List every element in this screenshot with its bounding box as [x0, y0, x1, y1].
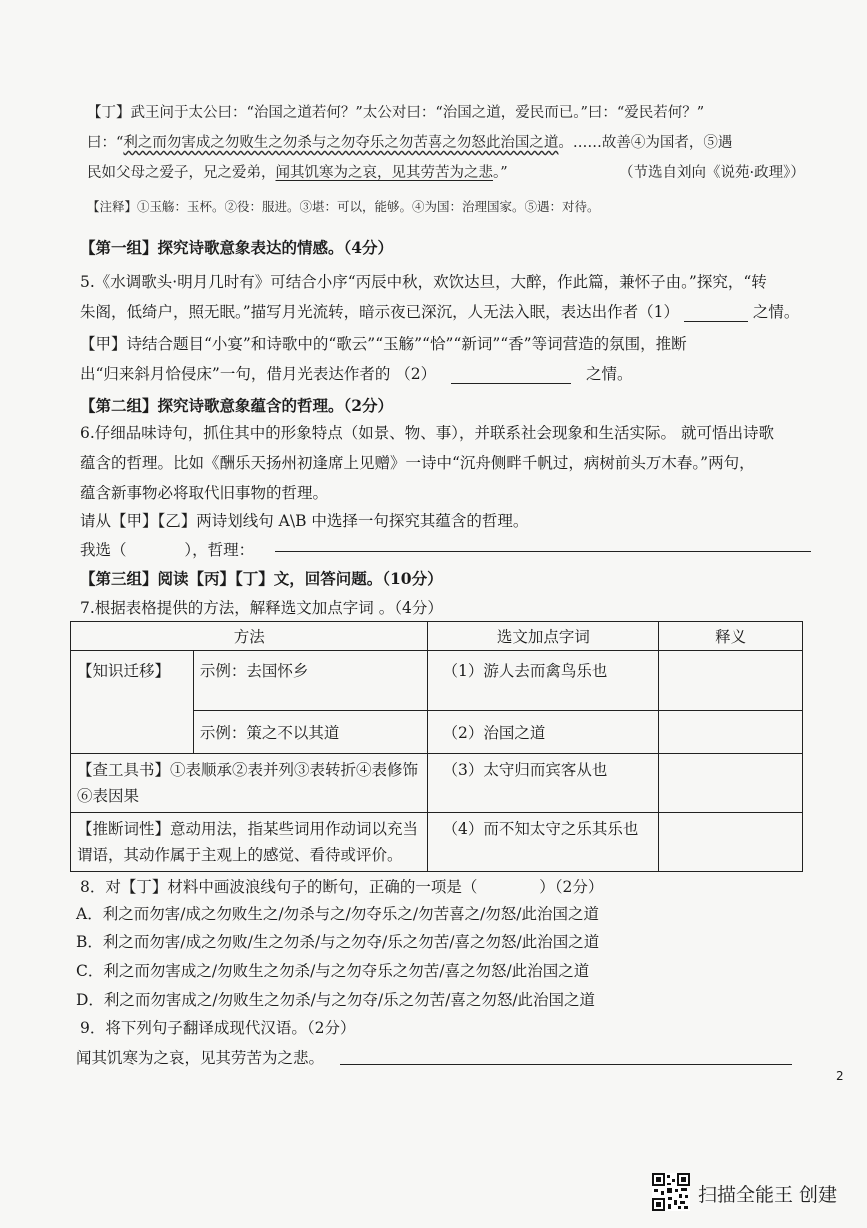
q7-prompt: 7.根据表格提供的方法，解释选文加点字词 。（4分）: [80, 599, 443, 617]
method-reference-book: 【查工具书】①表顺承②表并列③表转折④表修饰⑥表因果: [71, 754, 428, 813]
option-d: D．利之而勿害成之/勿败生之勿杀/与之勿夺/乐之勿苦/喜之勿怒/此治国之道: [76, 991, 596, 1009]
q5-line-4: [80, 364, 633, 384]
header-word: 选文加点字词: [428, 622, 659, 651]
group3-title: 【第三组】阅读【丙】【丁】文，回答问题。（10分）: [80, 569, 443, 588]
ding-line-3-start: 民如父母之爱子，兄之爱弟，: [87, 165, 276, 181]
ding-annotation: 【注释】①玉觞：玉杯。②役：服进。③堪：可以，能够。④为国：治理国家。⑤遇：对待。: [87, 199, 600, 214]
item-1: （1）游人去而禽鸟乐也: [428, 651, 659, 711]
option-a: A．利之而勿害/成之勿败生之/勿杀与之/勿夺乐之/勿苦喜之/勿怒/此治国之道: [76, 905, 600, 923]
q9-answer-line[interactable]: [340, 1064, 792, 1065]
q6-line-2: 蕴含的哲理。比如《酬乐天扬州初逢席上见赠》一诗中“沉舟侧畔千帆过，病树前头万木春。”两句，: [80, 454, 755, 472]
q5-line-2-end: 之情。: [752, 303, 800, 321]
q5-line-4-text: 出“归来斜月恰侵床”一句，借月光表达作者的 （2）: [80, 365, 437, 383]
ding-line-2: [87, 133, 732, 153]
qr-code-icon: [652, 1173, 690, 1211]
q6-choice-line: [80, 540, 254, 560]
q5-line-3: 【甲】诗结合题目“小宴”和诗歌中的“歌云”“玉觞”“恰”“新词”“香”等词营造的氛围，推断: [80, 335, 687, 353]
answer-cell-2[interactable]: [659, 711, 803, 754]
group1-title: 【第一组】探究诗歌意象表达的情感。（4分）: [80, 238, 394, 257]
q5-line-2: [80, 302, 799, 322]
item-3: （3）太守归而宾客从也: [428, 754, 659, 813]
method-part-of-speech: 【推断词性】意动用法，指某些词用作动词以充当谓语，其动作属于主观上的感觉、看待或评价。: [71, 813, 428, 872]
wavy-sentence: 利之而勿害成之勿败生之勿杀与之勿夺乐之勿苦喜之勿怒此治国之道: [123, 135, 559, 151]
q8-prompt: [80, 877, 603, 897]
q9-prompt: 9．将下列句子翻译成现代汉语。（2分）: [80, 1019, 356, 1037]
philosophy-answer-line[interactable]: [275, 551, 811, 552]
q5-line-4-end: 之情。: [586, 365, 633, 383]
method-table: [70, 621, 803, 872]
item-4: （4）而不知太守之乐其乐也: [428, 813, 659, 872]
header-meaning: 释义: [659, 622, 803, 651]
header-method: 方法: [71, 622, 428, 651]
scanner-watermark: 扫描全能王 创建: [698, 1184, 838, 1206]
q8-text: 8．对【丁】材料中画波浪线句子的断句，正确的一项是（: [80, 878, 478, 896]
answer-blank-2[interactable]: [451, 365, 571, 384]
q6-line-4: 请从【甲】【乙】两诗划线句 A\B 中选择一句探究其蕴含的哲理。: [80, 512, 529, 530]
option-c: C．利之而勿害成之/勿败生之勿杀/与之勿夺乐之勿苦/喜之勿怒/此治国之道: [76, 962, 590, 980]
example-1: 示例：去国怀乡: [193, 651, 428, 711]
q5-line-2-text: 朱阁，低绮户，照无眠。”描写月光流转，暗示夜已深沉，人无法入眠，表达出作者（1）: [80, 303, 680, 321]
q8-score: ）（2分）: [539, 878, 604, 896]
answer-cell-4[interactable]: [659, 813, 803, 872]
q6-choose-label: 我选（: [80, 541, 127, 559]
q9-sentence: 闻其饥寒为之哀，见其劳苦为之悲。: [76, 1049, 325, 1067]
option-b: B．利之而勿害/成之勿败/生之勿杀/与之勿夺/乐之勿苦/喜之勿怒/此治国之道: [76, 933, 600, 951]
method-knowledge-transfer: 【知识迁移】: [71, 651, 194, 754]
q5-line-1: 5.《水调歌头·明月几时有》可结合小序“丙辰中秋，欢饮达旦，大醉，作此篇，兼怀子由。”探究，“转: [80, 273, 767, 291]
q6-philosophy-label: ），哲理：: [184, 541, 255, 559]
example-2: 示例：策之不以其道: [193, 711, 428, 754]
answer-cell-1[interactable]: [659, 651, 803, 711]
ding-line-3: [87, 163, 508, 183]
item-2: （2）治国之道: [428, 711, 659, 754]
page-number: 2: [836, 1069, 844, 1083]
underlined-sentence: 闻其饥寒为之哀，见其劳苦为之悲: [275, 165, 493, 181]
ding-source: （节选自刘向《说苑·政理》）: [619, 165, 805, 181]
ding-line-2-end: 。……故善④为国者，⑤遇: [558, 135, 733, 151]
answer-cell-3[interactable]: [659, 754, 803, 813]
ding-line-3-end: 。”: [493, 165, 508, 181]
q6-line-1: 6.仔细品味诗句，抓住其中的形象特点（如景、物、事），并联系社会现象和生活实际。 就可悟出诗歌: [80, 424, 774, 442]
ding-line-2-start: 曰：“: [87, 135, 124, 151]
q6-line-3: 蕴含新事物必将取代旧事物的哲理。: [80, 484, 329, 502]
group2-title: 【第二组】探究诗歌意象蕴含的哲理。（2分）: [80, 396, 394, 415]
answer-blank-1[interactable]: [684, 303, 748, 322]
ding-line-1: 【丁】武王问于太公曰：“治国之道若何？”太公对曰：“治国之道，爱民而已。”曰：“爱民若何？”: [87, 105, 705, 121]
